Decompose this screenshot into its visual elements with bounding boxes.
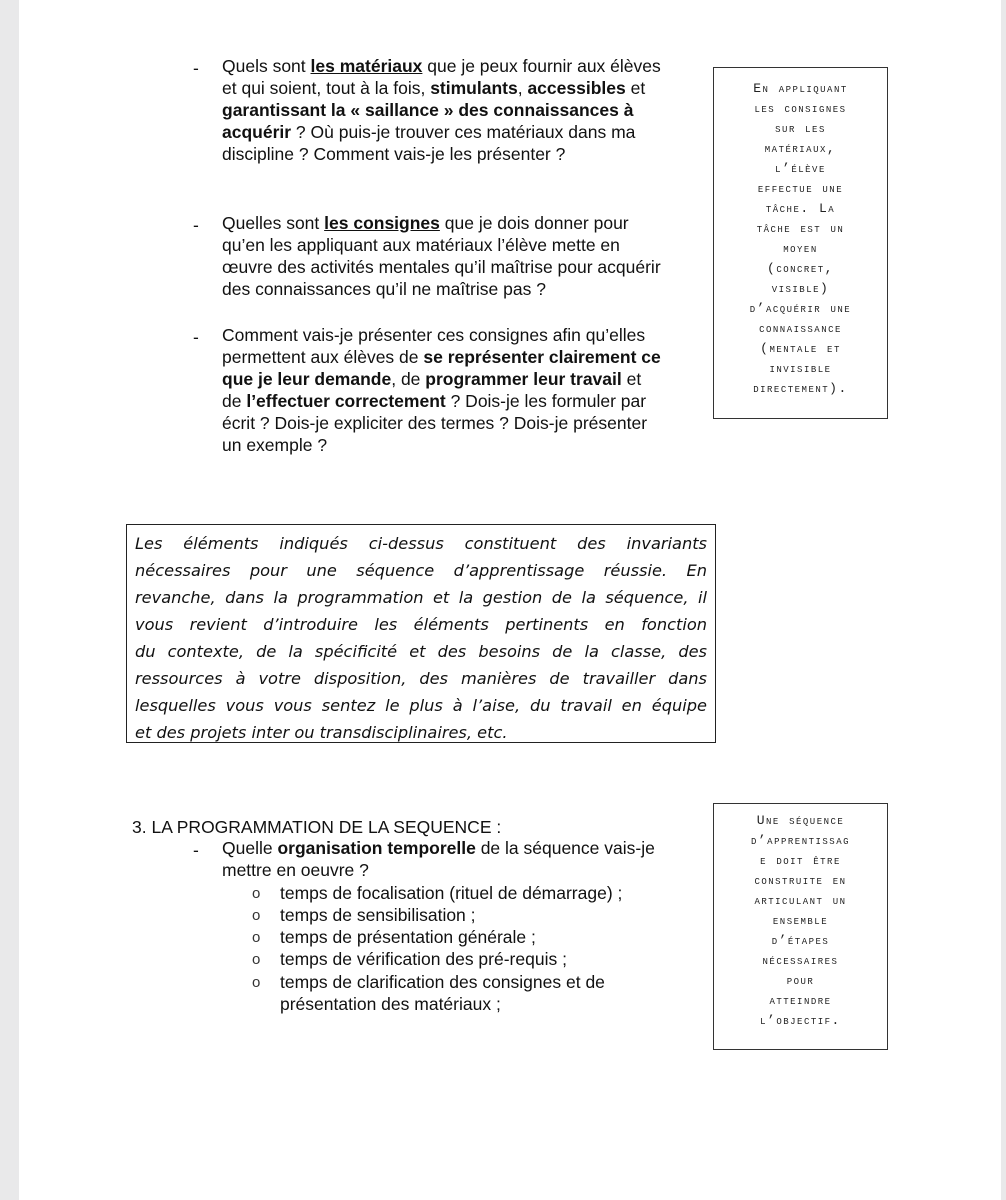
sidebox-line: d’acquérir une	[749, 301, 852, 316]
circle-bullet: o	[252, 951, 261, 968]
note-line: lesquelles vous vous sentez le plus à l’aise, du travail en équipe	[135, 696, 707, 715]
sidebox-task-note	[713, 67, 888, 419]
sidebox-line: visible)	[771, 281, 830, 296]
sidebox-line: d’étapes	[771, 933, 830, 948]
list-item: temps de focalisation (rituel de démarrage) ;	[280, 883, 623, 903]
text-line: un exemple ?	[222, 435, 328, 455]
note-line: Les éléments indiqués ci-dessus constituent des invariants	[135, 534, 707, 553]
sidebox-line: construite en	[754, 873, 847, 888]
text-line: mettre en oeuvre ?	[222, 860, 369, 880]
note-line: nécessaires pour une séquence d’apprentissage réussie. En	[135, 561, 707, 580]
text-line: œuvre des activités mentales qu’il maîtrise pour acquérir	[222, 257, 661, 277]
dash-bullet-3: -	[193, 327, 199, 347]
dash-bullet-1: -	[193, 58, 199, 78]
text-line: permettent aux élèves de se représenter clairement ce	[222, 347, 661, 367]
text-line: Quelles sont les consignes que je dois donner pour	[222, 213, 629, 233]
text-line: de l’effectuer correctement ? Dois-je les formuler par	[222, 391, 647, 411]
sidebox-line: sur les	[775, 121, 826, 136]
list-item: temps de sensibilisation ;	[280, 905, 476, 925]
sidebox-line: tâche est un	[756, 221, 845, 236]
list-item: présentation des matériaux ;	[280, 994, 501, 1014]
text-line: des connaissances qu’il ne maîtrise pas ?	[222, 279, 546, 299]
text-line: Comment vais-je présenter ces consignes afin qu’elles	[222, 325, 646, 345]
sidebox-line: (mentale et	[760, 341, 841, 356]
sidebox-line: En appliquant	[753, 81, 848, 96]
sidebox-line: Une séquence	[756, 813, 845, 828]
sidebox-line: l’objectif.	[760, 1013, 841, 1028]
sidebox-line: atteindre	[769, 993, 832, 1008]
text-line: Quelle organisation temporelle de la séquence vais-je	[222, 838, 655, 858]
sidebox-line: directement).	[753, 381, 848, 396]
circle-bullet: o	[252, 929, 261, 946]
text-line: discipline ? Comment vais-je les présenter ?	[222, 144, 566, 164]
list-item: temps de vérification des pré-requis ;	[280, 949, 567, 969]
text-line: écrit ? Dois-je expliciter des termes ? Dois-je présenter	[222, 413, 648, 433]
list-item: temps de clarification des consignes et de	[280, 972, 605, 992]
dash-bullet-2: -	[193, 215, 199, 235]
invariants-note-box	[126, 524, 716, 743]
section-3-heading: 3. LA PROGRAMMATION DE LA SEQUENCE :	[132, 817, 502, 837]
text-line: que je leur demande, de programmer leur travail et	[222, 369, 642, 389]
text-line: acquérir ? Où puis-je trouver ces matériaux dans ma	[222, 122, 636, 142]
circle-bullet: o	[252, 974, 261, 991]
text-line: Quels sont les matériaux que je peux fournir aux élèves	[222, 56, 661, 76]
sidebox-line: d’apprentissag	[750, 833, 850, 848]
sidebox-line: invisible	[769, 361, 832, 376]
dash-section-3: -	[193, 840, 199, 860]
bullet-materials	[222, 55, 717, 165]
circle-bullet: o	[252, 907, 261, 924]
list-item: temps de présentation générale ;	[280, 927, 536, 947]
note-line: et des projets inter ou transdisciplinaires, etc.	[135, 723, 508, 742]
sidebox-line: les consignes	[754, 101, 847, 116]
sidebox-line: articulant un	[754, 893, 847, 908]
sidebox-line: moyen	[783, 241, 818, 256]
sidebox-line: e doit être	[760, 853, 841, 868]
sidebox-line: connaissance	[759, 321, 842, 336]
text-line: garantissant la « saillance » des connaissances à	[222, 100, 634, 120]
text-line: et qui soient, tout à la fois, stimulants, accessibles et	[222, 78, 646, 98]
sidebox-line: tâche. La	[765, 201, 836, 216]
sidebox-line: nécessaires	[762, 953, 839, 968]
note-line: ressources à votre disposition, des manières de travailler dans	[135, 669, 707, 688]
sidebox-line: effectue une	[757, 181, 844, 196]
question-temporal-organization	[222, 837, 702, 881]
sidebox-line: l’élève	[775, 161, 826, 176]
sidebox-line: matériaux,	[764, 141, 837, 156]
note-line: du contexte, de la spécificité et des besoins de la classe, des	[135, 642, 707, 661]
bullet-consignes	[222, 212, 717, 300]
circle-bullet: o	[252, 885, 261, 902]
sidebox-sequence-note	[713, 803, 888, 1050]
sidebox-line: pour	[786, 973, 815, 988]
note-line: revanche, dans la programmation et la gestion de la séquence, il	[135, 588, 707, 607]
bullet-presentation	[222, 324, 717, 456]
text-line: qu’en les appliquant aux matériaux l’élève mette en	[222, 235, 620, 255]
note-line: vous revient d’introduire les éléments pertinents en fonction	[135, 615, 707, 634]
sidebox-line: (concret,	[767, 261, 834, 276]
sidebox-line: ensemble	[772, 913, 829, 928]
